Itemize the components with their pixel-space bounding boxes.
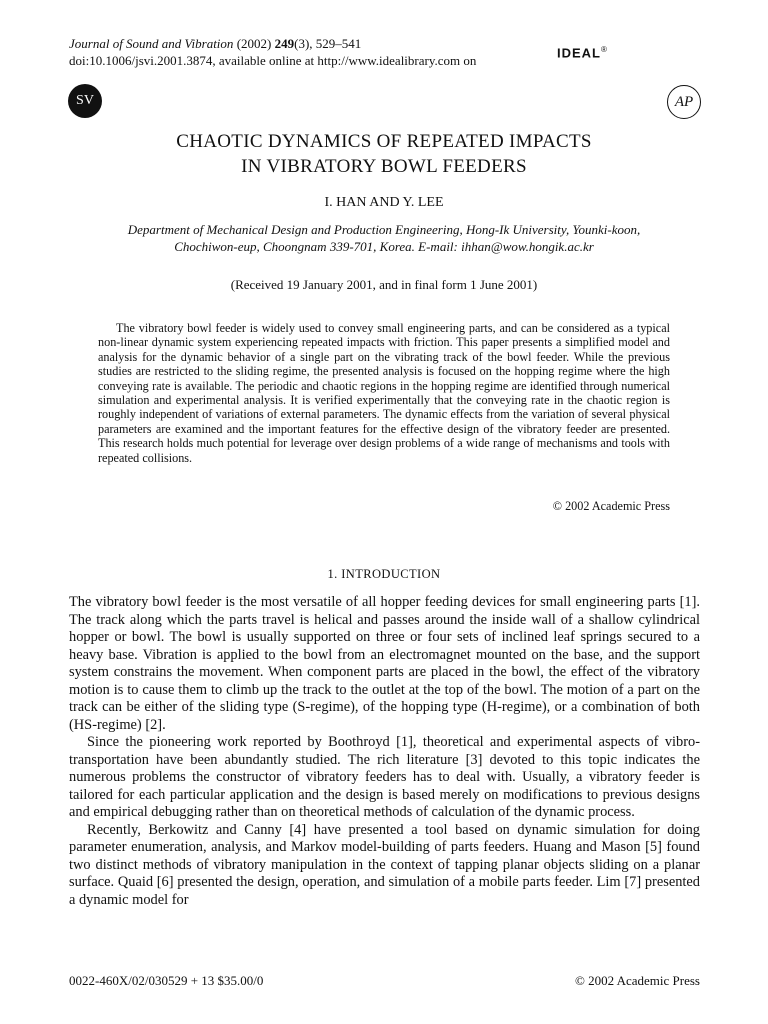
journal-header <box>69 35 629 69</box>
title-line-1: CHAOTIC DYNAMICS OF REPEATED IMPACTS <box>176 131 592 152</box>
abstract-copyright: © 2002 Academic Press <box>552 499 670 513</box>
journal-year: (2002) <box>236 36 272 51</box>
footer-code: 0022-460X/02/030529 + 13 $35.00/0 <box>69 973 264 988</box>
paper-title <box>0 129 768 179</box>
journal-volume: 249 <box>274 36 295 51</box>
ideal-logo: IDEAL® <box>557 45 608 61</box>
affiliation-line-1: Department of Mechanical Design and Production Engineering, Hong-Ik University, Younki-koon, <box>127 222 641 237</box>
footer-copyright: © 2002 Academic Press <box>574 973 700 988</box>
section-heading: 1. INTRODUCTION <box>327 567 441 581</box>
registered-mark: ® <box>601 45 608 54</box>
ap-logo-icon: AP <box>667 85 701 119</box>
journal-issue-pages: (3), 529–541 <box>294 36 362 51</box>
authors: I. HAN AND Y. LEE <box>324 195 444 210</box>
citation-line <box>69 35 629 52</box>
journal-name: Journal of Sound and Vibration <box>69 36 234 51</box>
received-dates: (Received 19 January 2001, and in final form 1 June 2001) <box>230 277 538 292</box>
paragraph: Recently, Berkowitz and Canny [4] have presented a tool based on dynamic simulation for doing parameter enumeration, analysis, and Markov model-building of parts feeders. Huang and Mason [5] found two distinct methods of vibratory manipulation in the context of tapping planar objects sliding on a planar surface. Quaid [6] presented the design, operation, and simulation of a mobile parts feeder. Lim [7] presented a dynamic model for <box>69 821 700 908</box>
abstract: The vibratory bowl feeder is widely used to convey small engineering parts, and can be considered as a typical non-linear dynamic system experiencing repeated impacts with friction. This paper presents a simplified model and analysis for the dynamic behavior of a single part on the vibrating track of the bowl feeder. While the previous studies are restricted to the sliding regime, the presented analysis is focused on the hopping regime where the high conveying rate is available. The periodic and chaotic regions in the hopping regime are identified through numerical simulation and experimental analysis. It is verified experimentally that the conveying rate in the chaotic region is roughly independent of variations of external parameters. The dynamic effects from the variation of several physical parameters are examined and the important features for the effective design of the vibratory feeder are presented. This research holds much potential for leverage over design problems of a wide range of mechanisms and tools with repeated collisions. <box>98 321 670 465</box>
page-footer <box>69 973 700 989</box>
body-text <box>69 594 700 909</box>
affiliation <box>69 221 699 255</box>
affiliation-line-2: Chochiwon-eup, Choongnam 339-701, Korea. E-mail: ihhan@wow.hongik.ac.kr <box>174 239 594 254</box>
sv-logo-icon: SV <box>68 84 102 118</box>
doi-line: doi:10.1006/jsvi.2001.3874, available online at http://www.idealibrary.com on <box>69 53 477 68</box>
paragraph: Since the pioneering work reported by Boothroyd [1], theoretical and experimental aspects of vibro-transportation have been abundantly studied. The rich literature [3] devoted to this topic indicates the numerous problems the constructor of vibratory feeders has to deal with. Usually, a vibratory feeder is tailored for each particular application and the design is based merely on modifications to previous designs and empirical debugging rather than on theoretical methods of calculation of the dynamic process. <box>69 734 700 820</box>
title-line-2: IN VIBRATORY BOWL FEEDERS <box>241 156 527 177</box>
paragraph: The vibratory bowl feeder is the most versatile of all hopper feeding devices for small engineering parts [1]. The track along which the parts travel is helical and passes around the inside wall of a shallow cylindrical hopper or bowl. The bowl is usually supported on three or four sets of inclined leaf springs secured to a heavy base. Vibration is applied to the bowl from an electromagnet mounted on the base, and the support system constrains the movement. When component parts are placed in the bowl, the effect of the vibratory motion is to cause them to climb up the track to the outlet at the top of the bowl. The motion of a part on the track can be either of the sliding type (S-regime), of the hopping type (H-regime), or a combination of both (HS-regime) [2]. <box>69 594 700 733</box>
